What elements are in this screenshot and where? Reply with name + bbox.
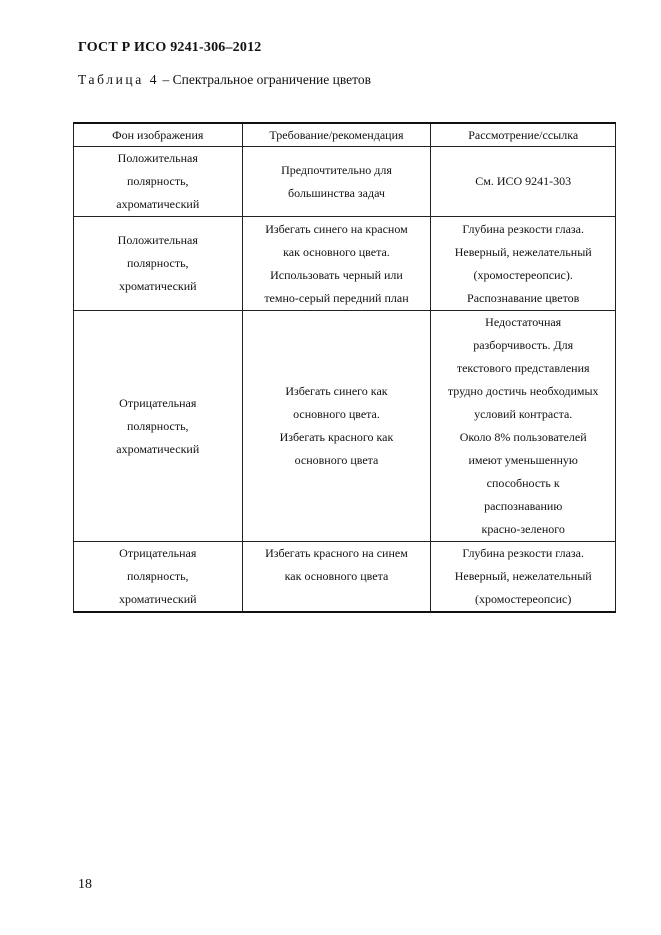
cell-line: Глубина резкости глаза. <box>462 221 584 236</box>
cell-line: основного цвета. <box>293 407 380 421</box>
cell-background <box>74 542 243 613</box>
cell-reference <box>431 311 616 542</box>
cell-line: Недостаточная <box>485 315 562 329</box>
cell-line: трудно достичь необходимых <box>447 384 599 398</box>
cell-background <box>74 311 243 542</box>
cell-line: основного цвета <box>294 453 379 467</box>
cell-line: как основного цвета. <box>283 244 390 259</box>
table-caption-label: Таблица 4 <box>78 72 160 87</box>
cell-line: Положительная <box>117 151 198 165</box>
cell-line: ахроматический <box>116 197 200 211</box>
cell-requirement <box>242 217 431 311</box>
cell-line: распознаванию <box>484 499 563 513</box>
page-number: 18 <box>78 877 92 892</box>
table-caption <box>78 72 371 88</box>
cell-line: полярность, <box>127 418 189 433</box>
cell-line: Неверный, нежелательный <box>454 244 592 259</box>
cell-line: хроматический <box>118 279 197 293</box>
cell-line: Положительная <box>117 233 198 247</box>
cell-line: темно-серый передний план <box>264 290 409 305</box>
cell-line: условий контраста. <box>474 407 573 421</box>
color-restriction-table <box>73 122 616 613</box>
column-header-reference: Рассмотрение/ссылка <box>431 123 616 147</box>
cell-line: (хромостереопсис). <box>473 267 573 282</box>
cell-line: способность к <box>486 476 560 490</box>
cell-line: текстового представления <box>456 361 590 375</box>
table-header-row <box>74 123 616 147</box>
cell-line: Распознавание цветов <box>467 290 580 305</box>
column-header-requirement: Требование/рекомендация <box>242 123 431 147</box>
cell-line: Использовать черный или <box>270 267 403 282</box>
table-caption-text: – Спектральное ограничение цветов <box>159 72 372 87</box>
cell-reference <box>431 147 616 217</box>
table-row <box>74 311 616 542</box>
cell-background <box>74 217 243 311</box>
cell-line: Около 8% пользователей <box>459 430 587 444</box>
table-row <box>74 147 616 217</box>
cell-line: полярность, <box>127 174 189 188</box>
cell-line: Отрицательная <box>119 546 197 560</box>
document-header: ГОСТ Р ИСО 9241-306–2012 <box>78 40 262 55</box>
cell-requirement <box>242 542 431 613</box>
column-header-background: Фон изображения <box>74 123 243 147</box>
table-row <box>74 217 616 311</box>
cell-line: большинства задач <box>288 185 385 200</box>
cell-line: Избегать синего на красном <box>265 221 408 236</box>
cell-line: хроматический <box>118 592 197 606</box>
cell-line: имеют уменьшенную <box>468 453 578 467</box>
cell-line: Избегать красного как <box>279 430 394 444</box>
cell-line: разборчивость. Для <box>473 338 574 352</box>
cell-reference <box>431 542 616 613</box>
cell-background <box>74 147 243 217</box>
cell-line: Предпочтительно для <box>281 162 392 177</box>
cell-line: Неверный, нежелательный <box>454 569 592 583</box>
cell-line: Глубина резкости глаза. <box>462 546 584 560</box>
cell-line: ахроматический <box>116 441 200 456</box>
cell-line: полярность, <box>127 569 189 583</box>
cell-line: Избегать синего как <box>285 384 388 398</box>
cell-reference <box>431 217 616 311</box>
cell-line: (хромостереопсис) <box>475 592 572 606</box>
cell-line: Отрицательная <box>119 395 197 410</box>
cell-line: как основного цвета <box>284 569 389 583</box>
cell-line: полярность, <box>127 256 189 270</box>
cell-line: Избегать красного на синем <box>265 546 408 560</box>
cell-requirement <box>242 147 431 217</box>
cell-line: красно-зеленого <box>481 522 565 536</box>
cell-requirement <box>242 311 431 542</box>
cell-line: См. ИСО 9241-303 <box>475 174 572 188</box>
table-row <box>74 542 616 613</box>
